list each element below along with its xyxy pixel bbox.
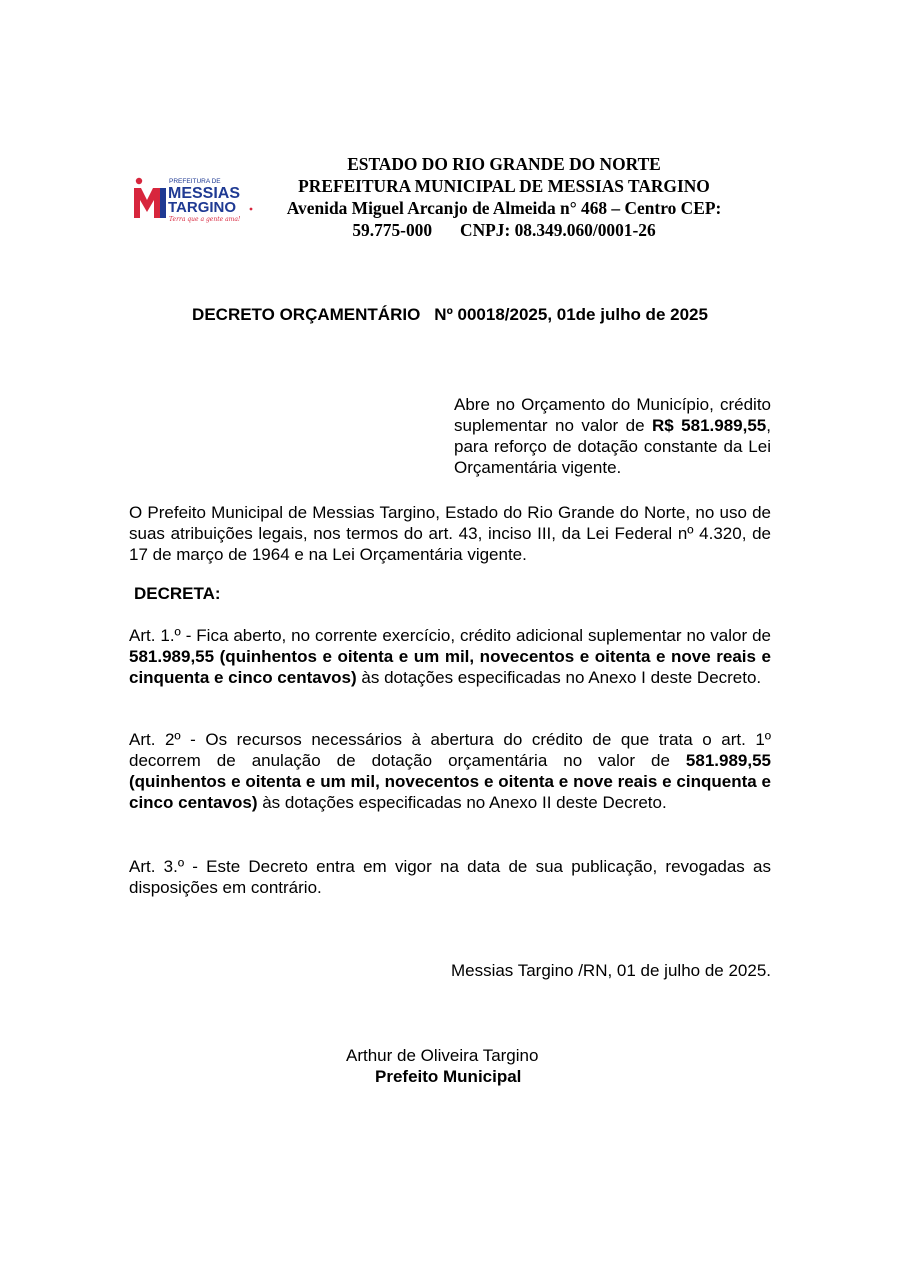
- letterhead-cnpj: CNPJ: 08.349.060/0001-26: [460, 220, 656, 240]
- place-date: Messias Targino /RN, 01 de julho de 2025.: [450, 961, 771, 980]
- signer-role: Prefeito Municipal: [375, 1067, 522, 1086]
- decreta-heading: DECRETA:: [134, 584, 221, 603]
- letterhead-prefeitura: PREFEITURA MUNICIPAL DE MESSIAS TARGINO: [298, 176, 710, 196]
- title-number: Nº 00018/2025, 01de julho de 2025: [434, 305, 708, 324]
- article-1: [129, 625, 771, 688]
- logo-slogan: Terra que a gente ama!: [169, 216, 241, 223]
- letterhead-cep: 59.775-000: [352, 220, 433, 240]
- letterhead-address: Avenida Miguel Arcanjo de Almeida n° 468 – Centro CEP:: [286, 198, 722, 218]
- document-title: [0, 304, 900, 325]
- signer-name: Arthur de Oliveira Targino: [346, 1046, 539, 1065]
- ementa-after: , para reforço de dotação constante da Lei Orçamentária vigente.: [454, 416, 771, 477]
- ementa-value: R$ 581.989,55: [652, 416, 767, 435]
- letterhead: [265, 153, 743, 241]
- ementa-before: Abre no Orçamento do Município, crédito suplementar no valor de: [454, 395, 771, 435]
- preamble: O Prefeito Municipal de Messias Targino, Estado do Rio Grande do Norte, no uso de suas atribuições legais, nos termos do art. 43, inciso III, da Lei Federal nº 4.320, de 17 de março de 1964 e na Lei Orçamentária vigente.: [129, 503, 771, 564]
- prefeitura-logo: [133, 174, 255, 224]
- art2-value: 581.989,55 (quinhentos e oitenta e um mil, novecentos e oitenta e nove reais e cinquenta e cinco centavos): [129, 751, 771, 812]
- logo-line2: TARGINO: [168, 199, 237, 216]
- logo-prefix: PREFEITURA DE: [169, 178, 221, 185]
- article-3: Art. 3.º - Este Decreto entra em vigor na data de sua publicação, revogadas as disposições em contrário.: [129, 857, 771, 897]
- art2-after: às dotações especificadas no Anexo II deste Decreto.: [257, 793, 667, 812]
- art2-before: Art. 2º - Os recursos necessários à abertura do crédito de que trata o art. 1º decorrem de anulação de dotação orçamentária no valor de: [129, 730, 771, 770]
- art1-before: Art. 1.º - Fica aberto, no corrente exercício, crédito adicional suplementar no valor de: [129, 626, 771, 645]
- title-label: DECRETO ORÇAMENTÁRIO: [192, 305, 421, 324]
- ementa: [454, 394, 771, 478]
- letterhead-cep-cnpj: [265, 219, 743, 241]
- letterhead-state: ESTADO DO RIO GRANDE DO NORTE: [347, 154, 661, 174]
- article-2: [129, 729, 771, 813]
- art1-after: às dotações especificadas no Anexo I deste Decreto.: [356, 668, 762, 687]
- art1-value: 581.989,55 (quinhentos e oitenta e um mil, novecentos e oitenta e nove reais e cinquenta e cinco centavos): [129, 647, 771, 687]
- logo-line1: MESSIAS: [168, 185, 241, 202]
